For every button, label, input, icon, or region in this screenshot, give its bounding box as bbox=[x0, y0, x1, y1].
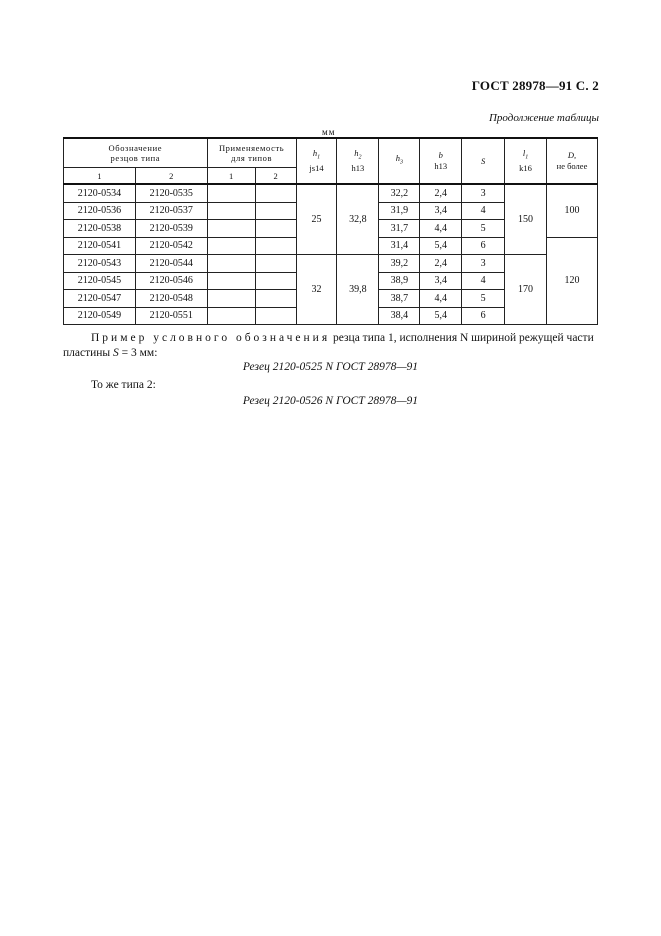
col-type1-header: 1 bbox=[64, 168, 136, 185]
designation-header-line2: резцов типа bbox=[110, 153, 161, 163]
h1-cell: 32 bbox=[296, 255, 337, 325]
h3-cell: 32,2 bbox=[379, 184, 420, 202]
h3-cell: 31,9 bbox=[379, 202, 420, 220]
applicability-cell bbox=[255, 272, 296, 290]
h3-cell: 38,4 bbox=[379, 307, 420, 325]
l1-cell: 150 bbox=[505, 184, 547, 255]
table-row bbox=[64, 184, 598, 202]
h1-header bbox=[296, 138, 337, 184]
b-symbol: b bbox=[438, 150, 443, 160]
designation-line-2: Резец 2120-0526 N ГОСТ 28978—91 bbox=[242, 395, 419, 407]
applicability-cell bbox=[207, 272, 255, 290]
l1-header bbox=[505, 138, 547, 184]
d-symbol: D, bbox=[567, 150, 577, 160]
h1-symbol: h bbox=[312, 147, 318, 158]
h2-cell: 39,8 bbox=[337, 255, 379, 325]
s-cell: 3 bbox=[462, 184, 505, 202]
s-cell: 6 bbox=[462, 237, 505, 255]
applicability-cell bbox=[255, 184, 296, 202]
s-cell: 5 bbox=[462, 290, 505, 308]
h2-symbol: h bbox=[354, 147, 359, 158]
type2-cell: 2120-0539 bbox=[135, 220, 207, 238]
applicability-cell bbox=[255, 202, 296, 220]
h3-cell: 31,7 bbox=[379, 220, 420, 238]
b-cell: 2,4 bbox=[420, 184, 462, 202]
b-tolerance: h13 bbox=[434, 161, 448, 171]
type1-cell: 2120-0541 bbox=[64, 237, 136, 255]
s-cell: 6 bbox=[462, 307, 505, 325]
h1-cell: 25 bbox=[296, 184, 337, 255]
type2-cell: 2120-0535 bbox=[135, 184, 207, 202]
type1-cell: 2120-0536 bbox=[64, 202, 136, 220]
b-cell: 4,4 bbox=[420, 220, 462, 238]
applicability-cell bbox=[255, 220, 296, 238]
applicability-cell bbox=[207, 220, 255, 238]
h3-subscript: 3 bbox=[399, 159, 403, 166]
h1-subscript: 1 bbox=[317, 154, 321, 161]
same-type-label: То же типа 2: bbox=[91, 379, 156, 391]
h3-cell: 38,9 bbox=[379, 272, 420, 290]
applicability-cell bbox=[207, 202, 255, 220]
designation-header bbox=[64, 138, 208, 168]
h2-header bbox=[337, 138, 379, 184]
b-cell: 3,4 bbox=[420, 272, 462, 290]
h3-header bbox=[379, 138, 420, 184]
type1-cell: 2120-0534 bbox=[64, 184, 136, 202]
b-cell: 2,4 bbox=[420, 255, 462, 273]
h2-cell: 32,8 bbox=[337, 184, 379, 255]
l1-tolerance: k16 bbox=[519, 163, 532, 174]
b-cell: 3,4 bbox=[420, 202, 462, 220]
s-cell: 5 bbox=[462, 220, 505, 238]
example-text-a: резца типа 1, исполнения N шириной режущей части пластины bbox=[63, 332, 594, 359]
applicability-type1-header: 1 bbox=[207, 168, 255, 185]
l1-symbol: l bbox=[522, 147, 526, 158]
dimensions-table bbox=[63, 137, 598, 325]
s-cell: 3 bbox=[462, 255, 505, 273]
applicability-cell bbox=[207, 184, 255, 202]
applicability-header-line2: для типов bbox=[231, 153, 273, 163]
type2-cell: 2120-0546 bbox=[135, 272, 207, 290]
s-cell: 4 bbox=[462, 272, 505, 290]
applicability-cell bbox=[255, 255, 296, 273]
h3-cell: 39,2 bbox=[379, 255, 420, 273]
designation-line-1: Резец 2120-0525 N ГОСТ 28978—91 bbox=[242, 361, 419, 373]
applicability-cell bbox=[255, 307, 296, 325]
applicability-cell bbox=[255, 237, 296, 255]
type1-cell: 2120-0549 bbox=[64, 307, 136, 325]
h1-tolerance: js14 bbox=[309, 163, 324, 174]
table-row bbox=[64, 255, 598, 273]
applicability-cell bbox=[255, 290, 296, 308]
col-type2-header: 2 bbox=[135, 168, 207, 185]
type1-cell: 2120-0538 bbox=[64, 220, 136, 238]
d-header bbox=[547, 138, 598, 184]
h2-subscript: 2 bbox=[358, 154, 362, 161]
applicability-header-line1: Применяемость bbox=[218, 143, 285, 153]
table-continuation-label: Продолжение таблицы bbox=[488, 112, 599, 124]
applicability-header bbox=[207, 138, 296, 168]
applicability-cell bbox=[207, 255, 255, 273]
h3-cell: 38,7 bbox=[379, 290, 420, 308]
b-cell: 5,4 bbox=[420, 307, 462, 325]
s-cell: 4 bbox=[462, 202, 505, 220]
d-cell: 100 bbox=[547, 184, 598, 237]
type2-cell: 2120-0542 bbox=[135, 237, 207, 255]
type1-cell: 2120-0543 bbox=[64, 255, 136, 273]
page-header: ГОСТ 28978—91 С. 2 bbox=[471, 78, 599, 93]
type2-cell: 2120-0537 bbox=[135, 202, 207, 220]
applicability-cell bbox=[207, 237, 255, 255]
d-cell: 120 bbox=[547, 237, 598, 325]
example-s-variable: S bbox=[113, 347, 119, 359]
type1-cell: 2120-0545 bbox=[64, 272, 136, 290]
s-symbol: S bbox=[481, 155, 486, 166]
h3-symbol: h bbox=[395, 153, 400, 164]
l1-subscript: 1 bbox=[525, 154, 529, 161]
b-header bbox=[420, 138, 462, 184]
unit-label: мм bbox=[322, 127, 336, 137]
type2-cell: 2120-0551 bbox=[135, 307, 207, 325]
type2-cell: 2120-0544 bbox=[135, 255, 207, 273]
applicability-cell bbox=[207, 307, 255, 325]
designation-header-line1: Обозначение bbox=[108, 143, 163, 153]
designation-example bbox=[63, 331, 600, 361]
type2-cell: 2120-0548 bbox=[135, 290, 207, 308]
h3-cell: 31,4 bbox=[379, 237, 420, 255]
h2-tolerance: h13 bbox=[351, 163, 365, 174]
b-cell: 4,4 bbox=[420, 290, 462, 308]
applicability-type2-header: 2 bbox=[255, 168, 296, 185]
s-header bbox=[462, 138, 505, 184]
example-text-b: = 3 мм: bbox=[118, 347, 158, 359]
type1-cell: 2120-0547 bbox=[64, 290, 136, 308]
l1-cell: 170 bbox=[505, 255, 547, 325]
b-cell: 5,4 bbox=[420, 237, 462, 255]
example-spaced-heading: Пример условного обозначения bbox=[91, 332, 331, 344]
applicability-cell bbox=[207, 290, 255, 308]
d-note: не более bbox=[556, 161, 588, 171]
